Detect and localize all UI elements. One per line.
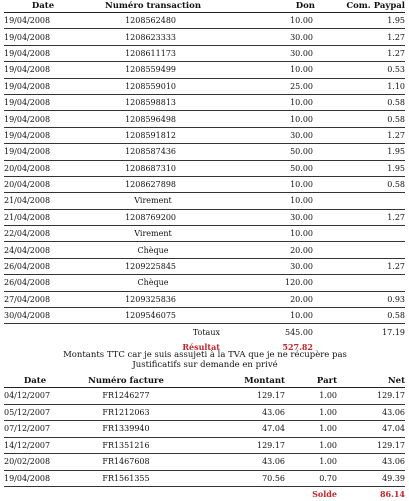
invoice-number: FR1339940 [66, 421, 186, 438]
header-date: Date [4, 0, 82, 13]
donation-date: 27/04/2008 [4, 291, 82, 307]
donation-row [4, 29, 405, 45]
donation-row [4, 13, 405, 29]
donation-date: 19/04/2008 [4, 13, 82, 29]
invoice-montant: 47.04 [186, 421, 285, 438]
donation-date: 20/04/2008 [4, 176, 82, 192]
donation-row [4, 275, 405, 291]
invoice-row [4, 404, 405, 421]
invoice-number: FR1212063 [66, 404, 186, 421]
donations-header-row [4, 0, 405, 13]
donation-paypal-fee: 1.27 [329, 127, 405, 143]
donation-paypal-fee: 1.27 [329, 29, 405, 45]
invoices-body [4, 388, 405, 487]
donation-row [4, 144, 405, 160]
invoice-part: 1.00 [285, 454, 337, 471]
donation-paypal-fee [329, 193, 405, 209]
invoice-montant: 70.56 [186, 470, 285, 487]
invoice-row [4, 437, 405, 454]
donation-date: 30/04/2008 [4, 308, 82, 324]
donation-paypal-fee: 1.95 [329, 160, 405, 176]
donation-transaction-number: 1209225845 [82, 258, 224, 274]
donation-date: 22/04/2008 [4, 226, 82, 242]
donation-date: 26/04/2008 [4, 258, 82, 274]
vat-note [20, 350, 390, 370]
invoice-part: 0.70 [285, 470, 337, 487]
donation-amount: 50.00 [224, 160, 329, 176]
donation-amount: 10.00 [224, 111, 329, 127]
donation-row [4, 258, 405, 274]
invoice-net: 129.17 [337, 388, 405, 405]
donation-row [4, 308, 405, 324]
donation-amount: 30.00 [224, 29, 329, 45]
donation-row [4, 127, 405, 143]
donation-row [4, 291, 405, 307]
header-date-invoice: Date [4, 374, 66, 388]
totals-don: 545.00 [224, 324, 329, 340]
donation-amount: 25.00 [224, 78, 329, 94]
header-net: Net [337, 374, 405, 388]
donation-transaction-number: 1208611173 [82, 45, 224, 61]
donation-date: 19/04/2008 [4, 62, 82, 78]
donation-row [4, 111, 405, 127]
donation-amount: 10.00 [224, 62, 329, 78]
header-montant: Montant [186, 374, 285, 388]
donation-row [4, 242, 405, 258]
invoice-row [4, 454, 405, 471]
donation-paypal-fee [329, 226, 405, 242]
header-com-paypal: Com. Paypal [329, 0, 405, 13]
invoice-date: 20/02/2008 [4, 454, 66, 471]
invoices-header-row [4, 374, 405, 388]
donation-row [4, 78, 405, 94]
invoice-net: 43.06 [337, 454, 405, 471]
invoice-date: 05/12/2007 [4, 404, 66, 421]
invoices-table [4, 374, 405, 501]
donation-transaction-number: 1208562480 [82, 13, 224, 29]
donation-row [4, 226, 405, 242]
donation-transaction-number: Virement [82, 226, 224, 242]
donation-amount: 10.00 [224, 176, 329, 192]
invoice-net: 43.06 [337, 404, 405, 421]
invoice-row [4, 388, 405, 405]
donation-transaction-number: 1209325836 [82, 291, 224, 307]
donation-transaction-number: 1208627898 [82, 176, 224, 192]
donation-amount: 20.00 [224, 291, 329, 307]
donation-paypal-fee: 0.58 [329, 308, 405, 324]
donation-date: 21/04/2008 [4, 193, 82, 209]
donation-paypal-fee: 0.58 [329, 94, 405, 110]
donation-amount: 30.00 [224, 258, 329, 274]
invoice-date: 14/12/2007 [4, 437, 66, 454]
header-part: Part [285, 374, 337, 388]
invoice-part: 1.00 [285, 437, 337, 454]
donation-transaction-number: Chèque [82, 275, 224, 291]
header-numero-transaction: Numéro transaction [82, 0, 224, 13]
donation-paypal-fee: 0.58 [329, 176, 405, 192]
donation-amount: 10.00 [224, 94, 329, 110]
donations-body [4, 13, 405, 324]
donation-paypal-fee: 1.95 [329, 144, 405, 160]
header-numero-facture: Numéro facture [66, 374, 186, 388]
donation-amount: 30.00 [224, 45, 329, 61]
donation-amount: 50.00 [224, 144, 329, 160]
donation-transaction-number: Virement [82, 193, 224, 209]
donation-transaction-number: 1209546075 [82, 308, 224, 324]
donation-transaction-number: 1208587436 [82, 144, 224, 160]
donation-date: 21/04/2008 [4, 209, 82, 225]
invoice-part: 1.00 [285, 421, 337, 438]
header-don: Don [224, 0, 329, 13]
invoice-row [4, 421, 405, 438]
donation-amount: 10.00 [224, 308, 329, 324]
result-label: Résultat [82, 340, 224, 354]
donation-amount: 30.00 [224, 127, 329, 143]
donation-transaction-number: Chèque [82, 242, 224, 258]
donation-amount: 30.00 [224, 209, 329, 225]
donation-date: 19/04/2008 [4, 94, 82, 110]
donation-paypal-fee: 1.27 [329, 45, 405, 61]
donation-paypal-fee: 1.27 [329, 258, 405, 274]
vat-note-line2: Justificatifs sur demande en privé [20, 360, 390, 370]
donation-row [4, 160, 405, 176]
donation-row [4, 176, 405, 192]
donation-date: 26/04/2008 [4, 275, 82, 291]
donation-date: 19/04/2008 [4, 29, 82, 45]
invoice-number: FR1351216 [66, 437, 186, 454]
invoice-net: 49.39 [337, 470, 405, 487]
donation-row [4, 193, 405, 209]
donation-row [4, 94, 405, 110]
vat-note-line1: Montants TTC car je suis assujeti à la TVA que je ne récupère pas [20, 350, 390, 360]
donation-date: 24/04/2008 [4, 242, 82, 258]
donation-transaction-number: 1208559010 [82, 78, 224, 94]
totals-label: Totaux [82, 324, 224, 340]
solde-value: 86.14 [337, 487, 405, 501]
donation-date: 20/04/2008 [4, 160, 82, 176]
donation-transaction-number: 1208598813 [82, 94, 224, 110]
invoice-number: FR1561355 [66, 470, 186, 487]
donation-paypal-fee: 1.10 [329, 78, 405, 94]
donation-date: 19/04/2008 [4, 144, 82, 160]
donation-transaction-number: 1208596498 [82, 111, 224, 127]
donation-paypal-fee [329, 275, 405, 291]
donation-row [4, 209, 405, 225]
donation-date: 19/04/2008 [4, 45, 82, 61]
donation-paypal-fee: 0.93 [329, 291, 405, 307]
donation-date: 19/04/2008 [4, 78, 82, 94]
donation-transaction-number: 1208623333 [82, 29, 224, 45]
donation-amount: 10.00 [224, 193, 329, 209]
invoice-montant: 43.06 [186, 404, 285, 421]
totals-com: 17.19 [329, 324, 405, 340]
solde-row [4, 487, 405, 501]
invoice-montant: 129.17 [186, 388, 285, 405]
invoice-montant: 43.06 [186, 454, 285, 471]
donation-date: 19/04/2008 [4, 111, 82, 127]
donations-table [4, 0, 405, 354]
donation-paypal-fee: 1.27 [329, 209, 405, 225]
invoice-part: 1.00 [285, 404, 337, 421]
donation-amount: 10.00 [224, 226, 329, 242]
invoice-row [4, 470, 405, 487]
invoice-part: 1.00 [285, 388, 337, 405]
donation-row [4, 62, 405, 78]
donation-amount: 20.00 [224, 242, 329, 258]
donation-amount: 10.00 [224, 13, 329, 29]
invoice-montant: 129.17 [186, 437, 285, 454]
invoice-date: 04/12/2007 [4, 388, 66, 405]
invoice-net: 47.04 [337, 421, 405, 438]
totals-row [4, 324, 405, 340]
donation-transaction-number: 1208769200 [82, 209, 224, 225]
donation-transaction-number: 1208591812 [82, 127, 224, 143]
invoice-number: FR1467608 [66, 454, 186, 471]
donation-paypal-fee: 0.53 [329, 62, 405, 78]
invoice-number: FR1246277 [66, 388, 186, 405]
donation-transaction-number: 1208559499 [82, 62, 224, 78]
donation-row [4, 45, 405, 61]
donation-paypal-fee: 1.95 [329, 13, 405, 29]
invoice-net: 129.17 [337, 437, 405, 454]
donation-date: 19/04/2008 [4, 127, 82, 143]
donation-paypal-fee [329, 242, 405, 258]
donation-amount: 120.00 [224, 275, 329, 291]
invoice-date: 07/12/2007 [4, 421, 66, 438]
invoice-date: 19/04/2008 [4, 470, 66, 487]
result-value: 527.82 [224, 340, 329, 354]
donation-paypal-fee: 0.58 [329, 111, 405, 127]
donation-transaction-number: 1208687310 [82, 160, 224, 176]
solde-label: Solde [285, 487, 337, 501]
